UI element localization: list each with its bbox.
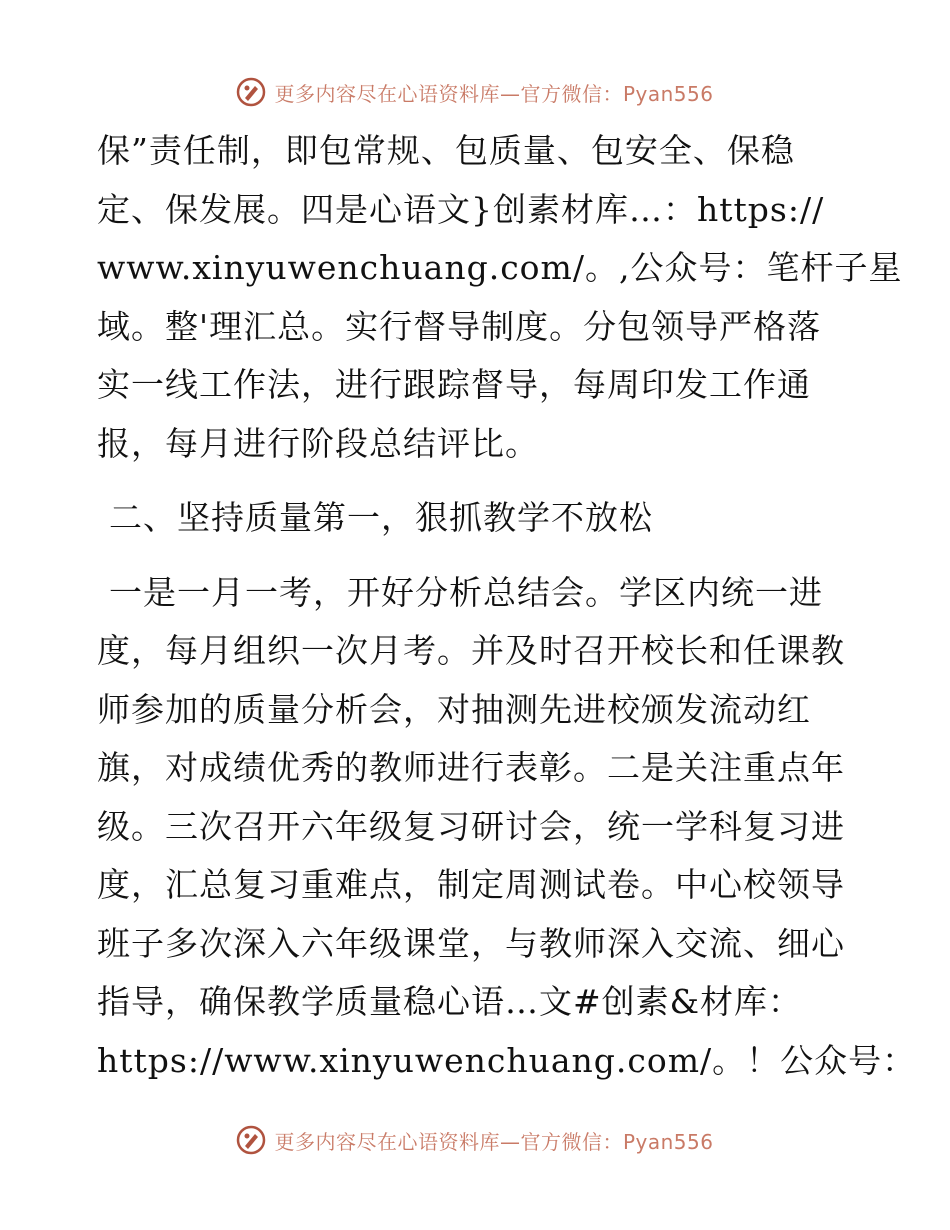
text-line: 定、保发展。四是心语文}创素材库…：https://	[97, 189, 825, 229]
text-line: 旗，对成绩优秀的教师进行表彰。二是关注重点年	[97, 748, 845, 787]
text-line: 报，每月进行阶段总结评比。	[97, 423, 539, 463]
text-line: 级。三次召开六年级复习研讨会，统一学科复习进	[97, 806, 845, 846]
text-line: 指导，确保教学质量稳心语…文#创素&材库：	[97, 982, 803, 1021]
text-line: 度，汇总复习重难点，制定周测试卷。中心校领导	[97, 865, 845, 904]
document-body	[97, 122, 917, 1090]
pen-logo-icon	[236, 77, 266, 107]
text-line: 一是一月一考，开好分析总结会。学区内统一进	[109, 572, 823, 612]
paragraph-2	[97, 564, 917, 1091]
paragraph-1	[97, 122, 903, 473]
text-line: 实一线工作法，进行跟踪督导，每周印发工作通	[97, 365, 811, 404]
text-line: 师参加的质量分析会，对抽测先进校颁发流动红	[97, 689, 811, 729]
text-line: 保”责任制，即包常规、包质量、包安全、保稳	[97, 131, 795, 170]
text-line: https://www.xinyuwenchuang.com/。！公众号：	[97, 1040, 917, 1080]
text-line: 班子多次深入六年级课堂，与教师深入交流、细心	[97, 923, 845, 963]
heading-text: 二、坚持质量第一，狠抓教学不放松	[109, 498, 653, 537]
text-line: 域。整'理汇总。实行督导制度。分包领导严格落	[97, 306, 822, 346]
watermark-text: 更多内容尽在心语资料库—官方微信：Pyan556	[274, 81, 714, 106]
watermark-footer	[0, 1120, 950, 1160]
pen-logo-icon	[236, 1125, 266, 1155]
text-line: 度，每月组织一次月考。并及时召开校长和任课教	[97, 631, 845, 670]
text-line: www.xinyuwenchuang.com/。,公众号：笔杆子星	[97, 248, 903, 287]
watermark-text: 更多内容尽在心语资料库—官方微信：Pyan556	[274, 1129, 714, 1154]
section-heading	[97, 489, 857, 548]
watermark-header	[0, 72, 950, 112]
